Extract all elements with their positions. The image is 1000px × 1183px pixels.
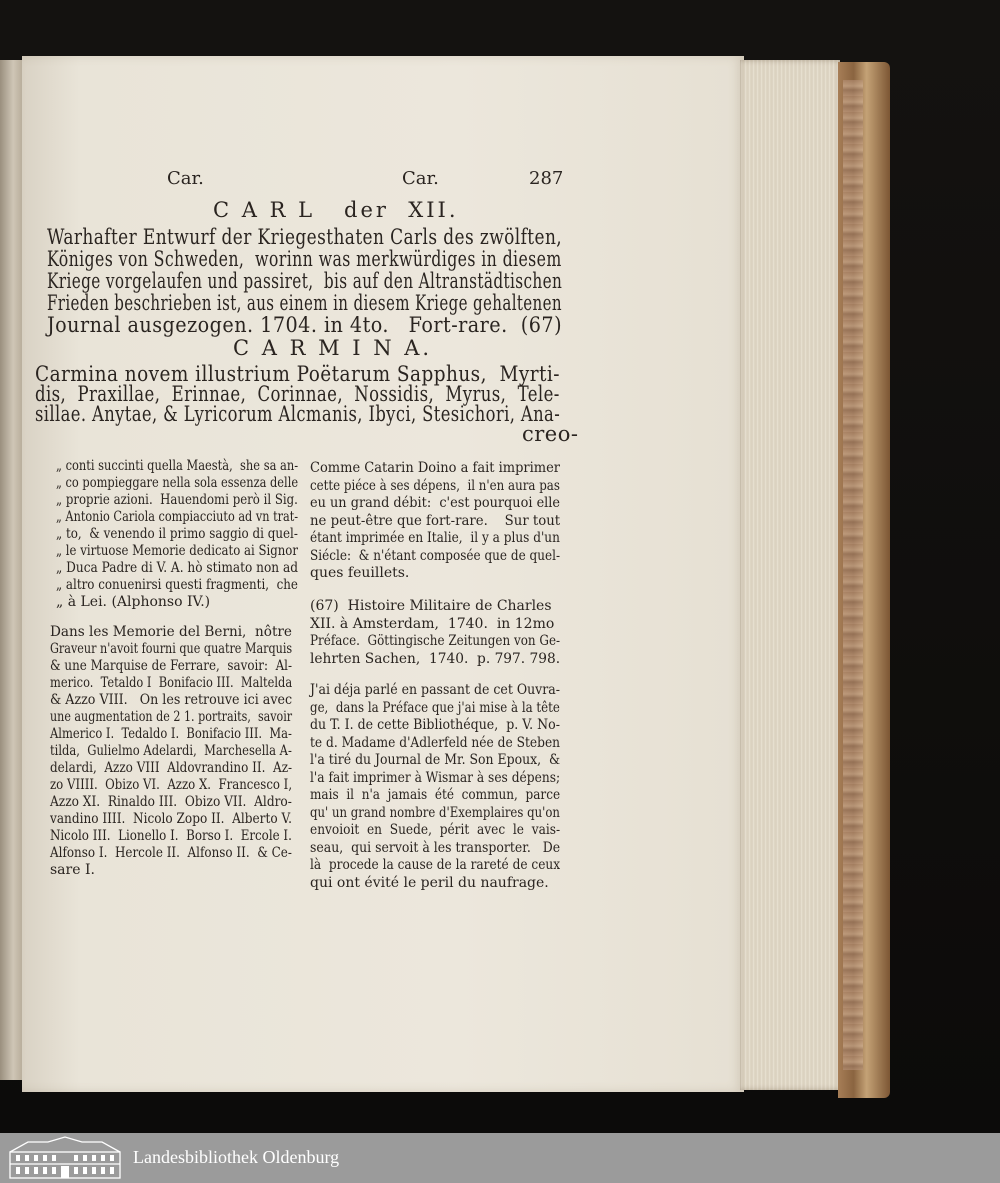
s2-line: creo- — [522, 422, 579, 446]
rc-para2-line: du T. I. de cette Bibliothéque, p. V. No- — [310, 717, 560, 733]
lc-para-line: Azzo XI. Rinaldo III. Obizo VII. Aldro- — [50, 794, 292, 810]
lc-para-line: zo VIIII. Obizo VI. Azzo X. Francesco I, — [50, 777, 293, 793]
rc-para2-line: envoioit en Suede, périt avec le vais- — [310, 822, 561, 838]
s2-line: sillae. Anytae, & Lyricorum Alcmanis, Ibyci, Stesichori, Ana- — [35, 402, 561, 426]
lc-quote-line: „ co pompieggare nella sola essenza delle — [56, 475, 299, 491]
lc-quote-line: „ à Lei. (Alphonso IV.) — [56, 594, 211, 610]
rc-para1-line: Comme Catarin Doino a fait imprimer — [310, 460, 561, 476]
rc-para1-line: ques feuillets. — [310, 565, 410, 581]
lc-para-line: merico. Tetaldo I Bonifacio III. Maltelda — [50, 675, 293, 691]
running-head-center: Car. — [402, 168, 439, 189]
lc-quote-line: „ Antonio Cariola compiacciuto ad vn trat- — [56, 509, 299, 525]
lc-quote-line: „ Duca Padre di V. A. hò stimato non ad — [56, 560, 298, 576]
lc-quote-line: „ altro conuenirsi questi fragmenti, che — [56, 577, 298, 593]
rc-para2-line: l'a fait imprimer à Wismar à ses dépens; — [310, 769, 561, 786]
lc-para-line: vandino IIII. Nicolo Zopo II. Alberto V. — [50, 811, 292, 827]
lc-para-line: delardi, Azzo VIII Aldovrandino II. Az- — [50, 760, 293, 776]
rc-para2-line: J'ai déja parlé en passant de cet Ouvra- — [310, 682, 560, 698]
rc-para2-line: qu' un grand nombre d'Exemplaires qu'on — [310, 804, 560, 821]
lc-quote-line: „ to, & venendo il primo saggio di quel- — [56, 526, 298, 542]
rc-para2-line: mais il n'a jamais été commun, parce — [310, 787, 561, 803]
lc-para-line: Almerico I. Tedaldo I. Bonifacio III. Ma- — [50, 726, 292, 742]
page-stack-edges — [740, 60, 840, 1090]
s2-line: dis, Praxillae, Erinnae, Corinnae, Nossidis, Myrus, Tele- — [35, 382, 560, 406]
rc-para2-line: l'a tiré du Journal de Mr. Son Epoux, & — [310, 752, 561, 768]
lc-para-line: sare I. — [50, 862, 95, 878]
s1-line: Journal ausgezogen. 1704. in 4to. Fort-rare. (67) — [47, 313, 563, 337]
lc-para-line: tilda, Gulielmo Adelardi, Marchesella A- — [50, 743, 292, 759]
rc-para1-line: Siécle: & n'étant composée que de quel- — [310, 547, 561, 564]
marbled-endpaper — [843, 80, 863, 1070]
s1-line: Königes von Schweden, worinn was merkwürdiges in diesem — [47, 247, 562, 271]
rc-para2-line: seau, qui servoit à les transporter. De — [310, 839, 561, 856]
rc-foot-line: (67) Histoire Militaire de Charles — [310, 598, 552, 614]
s1-line: Kriege vorgelaufen und passiret, bis auf den Altranstädtischen — [47, 269, 563, 293]
section-title-carmina: C A R M I N A. — [233, 336, 433, 360]
running-head-left: Car. — [167, 168, 204, 189]
lc-quote-line: „ le virtuose Memorie dedicato ai Signor — [56, 543, 298, 559]
rc-para2-line: là procede la cause de la rareté de ceux — [310, 857, 561, 873]
lc-quote-line: „ proprie azioni. Hauendomi però il Sig. — [56, 492, 298, 508]
page-number: 287 — [529, 168, 564, 189]
s1-line: Warhafter Entwurf der Kriegesthaten Carls des zwölften, — [47, 225, 563, 249]
rc-para1-line: eu un grand débit: c'est pourquoi elle — [310, 495, 561, 511]
library-name: Landesbibliothek Oldenburg — [133, 1147, 340, 1167]
lc-para-line: une augmentation de 2 1. portraits, savoir — [50, 709, 293, 725]
s1-line: Frieden beschrieben ist, aus einem in diesem Kriege gehaltenen — [47, 291, 562, 315]
s2-line: Carmina novem illustrium Poëtarum Sapphus, Myrti- — [35, 362, 560, 386]
rc-foot-line: XII. à Amsterdam, 1740. in 12mo — [310, 615, 555, 632]
rc-para2-line: te d. Madame d'Adlerfeld née de Steben — [310, 734, 561, 751]
lc-quote-line: „ conti succinti quella Maestà, she sa an- — [56, 458, 299, 474]
rc-para1-line: cette piéce à ses dépens, il n'en aura pas — [310, 477, 560, 494]
lc-para-line: & une Marquise de Ferrare, savoir: Al- — [50, 658, 293, 674]
rc-para2-line: qui ont évité le peril du naufrage. — [310, 874, 549, 891]
rc-para1-line: étant imprimée en Italie, il y a plus d'un — [310, 530, 560, 546]
lc-para-line: Nicolo III. Lionello I. Borso I. Ercole I. — [50, 828, 292, 844]
section-title-carl: C A R L der XII. — [213, 198, 459, 222]
rc-para2-line: ge, dans la Préface que j'ai mise à la tête — [310, 699, 560, 716]
lc-para-line: Alfonso I. Hercole II. Alfonso II. & Ce- — [50, 845, 292, 861]
lc-para-line: Dans les Memorie del Berni, nôtre — [50, 624, 292, 640]
rc-foot-line: Préface. Göttingische Zeitungen von Ge- — [310, 633, 561, 649]
rc-para1-line: ne peut-être que fort-rare. Sur tout — [310, 512, 561, 529]
lc-para-line: Graveur n'avoit fourni que quatre Marquis — [50, 641, 293, 657]
rc-foot-line: lehrten Sachen, 1740. p. 797. 798. — [310, 650, 561, 667]
lc-para-line: & Azzo VIII. On les retrouve ici avec — [50, 692, 293, 708]
left-page-edge — [0, 60, 22, 1080]
library-building-logo-icon — [8, 1136, 122, 1180]
